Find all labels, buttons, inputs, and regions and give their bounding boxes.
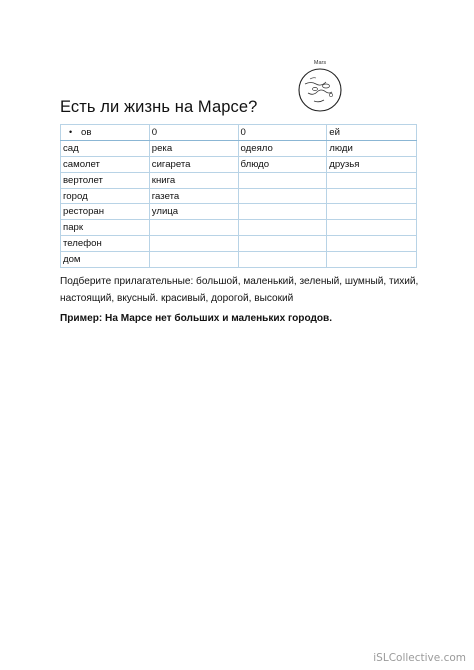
header-cell: • ов — [61, 125, 150, 141]
table-cell — [327, 236, 417, 252]
table-cell — [238, 204, 327, 220]
table-cell: дом — [61, 252, 150, 268]
table-cell: парк — [61, 220, 150, 236]
table-row — [61, 236, 417, 252]
table-row — [61, 204, 417, 220]
table-cell — [238, 220, 327, 236]
table-cell — [149, 220, 238, 236]
table-row — [61, 252, 417, 268]
table-cell — [238, 172, 327, 188]
example-text: Пример: На Марсе нет больших и маленьких городов. — [60, 313, 333, 324]
table-header-row — [61, 125, 417, 141]
table-cell: книга — [149, 172, 238, 188]
header-cell: 0 — [149, 125, 238, 141]
table-cell: река — [149, 140, 238, 156]
word-table — [60, 124, 417, 268]
table-row — [61, 140, 417, 156]
watermark: iSLCollective.com — [373, 652, 466, 664]
table-row — [61, 188, 417, 204]
table-cell: город — [61, 188, 150, 204]
header-cell: ей — [327, 125, 417, 141]
instruction-text: Подберите прилагательные: большой, маленький, зеленый, шумный, тихий, настоящий, вкусный. красивый, дорогой, высокий — [60, 276, 419, 304]
table-cell — [327, 172, 417, 188]
table-cell: люди — [327, 140, 417, 156]
table-cell — [238, 252, 327, 268]
table-cell: сигарета — [149, 156, 238, 172]
mars-planet-illustration — [296, 57, 344, 117]
table-cell: ресторан — [61, 204, 150, 220]
table-cell — [327, 220, 417, 236]
table-cell: блюдо — [238, 156, 327, 172]
table-row — [61, 172, 417, 188]
table-row — [61, 220, 417, 236]
table-cell: друзья — [327, 156, 417, 172]
table-cell: самолет — [61, 156, 150, 172]
table-cell — [327, 188, 417, 204]
header-cell: 0 — [238, 125, 327, 141]
worksheet-title: Есть ли жизнь на Марсе? — [60, 98, 258, 116]
table-cell: улица — [149, 204, 238, 220]
table-cell: газета — [149, 188, 238, 204]
bullet-icon: • — [69, 126, 73, 137]
table-cell — [149, 236, 238, 252]
table-cell — [149, 252, 238, 268]
table-cell: вертолет — [61, 172, 150, 188]
table-cell — [327, 252, 417, 268]
table-cell — [327, 204, 417, 220]
table-cell: сад — [61, 140, 150, 156]
table-cell — [238, 236, 327, 252]
table-row — [61, 156, 417, 172]
table-cell — [238, 188, 327, 204]
table-cell: одеяло — [238, 140, 327, 156]
planet-caption: Mars — [313, 60, 327, 66]
table-cell: телефон — [61, 236, 150, 252]
